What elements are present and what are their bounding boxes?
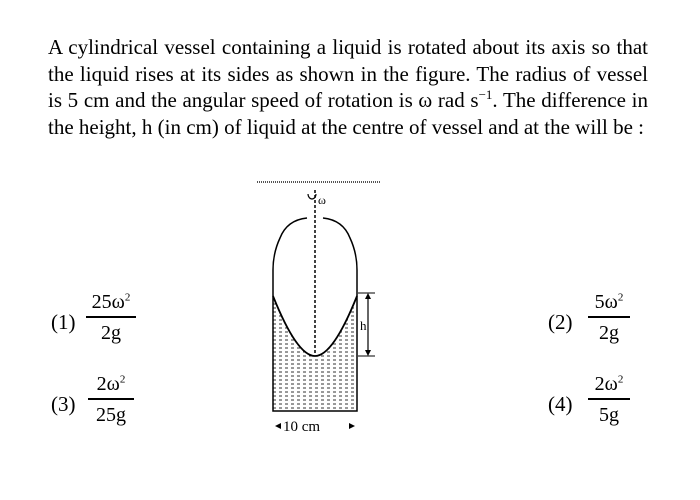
option-fraction: $25\omega^2$ 2g [86,290,136,345]
liquid-region [273,296,357,411]
width-arrow-right [349,423,355,429]
option-fraction: $5\omega^2$ 2g [588,290,630,345]
question-superscript: −1 [478,87,493,102]
option-fraction: $2\omega^2$ 25g [88,372,134,427]
fraction-bar [588,398,630,400]
h-label: h [360,318,367,333]
denominator: 25g [96,403,126,426]
option-number: (2) [548,310,573,334]
denominator: 2g [599,321,619,344]
fraction-bar [86,316,136,318]
option-number: (4) [548,392,573,416]
h-arrow-head-top [365,293,371,299]
fraction-bar [588,316,630,318]
question-tail: . The difference in the height, h (in cm) of liquid at the centre of vessel and at the will be : [48,88,648,139]
option-fraction: $2\omega^2$ 5g [588,372,630,427]
width-arrow-left [275,423,281,429]
width-label: 10 cm [283,419,321,435]
question-text [48,34,648,140]
numerator: 2ω [96,373,120,395]
fraction-bar [88,398,134,400]
question-main: A cylindrical vessel containing a liquid is rotated about its axis so that the liquid rises at its sides as shown in the figure. The radius of vessel is 5 cm and the angular speed of rotation is ω rad s [48,35,648,112]
numerator: 5ω [594,291,618,313]
omega-label: ω [318,193,326,207]
option-number: (3) [51,392,76,416]
option-number: (1) [51,310,76,334]
numerator: 2ω [594,373,618,395]
numerator: 25ω [91,291,125,313]
denominator: 5g [599,403,619,426]
rotating-vessel-figure [255,178,390,438]
denominator: 2g [101,321,121,344]
h-arrow-head-bottom [365,350,371,356]
